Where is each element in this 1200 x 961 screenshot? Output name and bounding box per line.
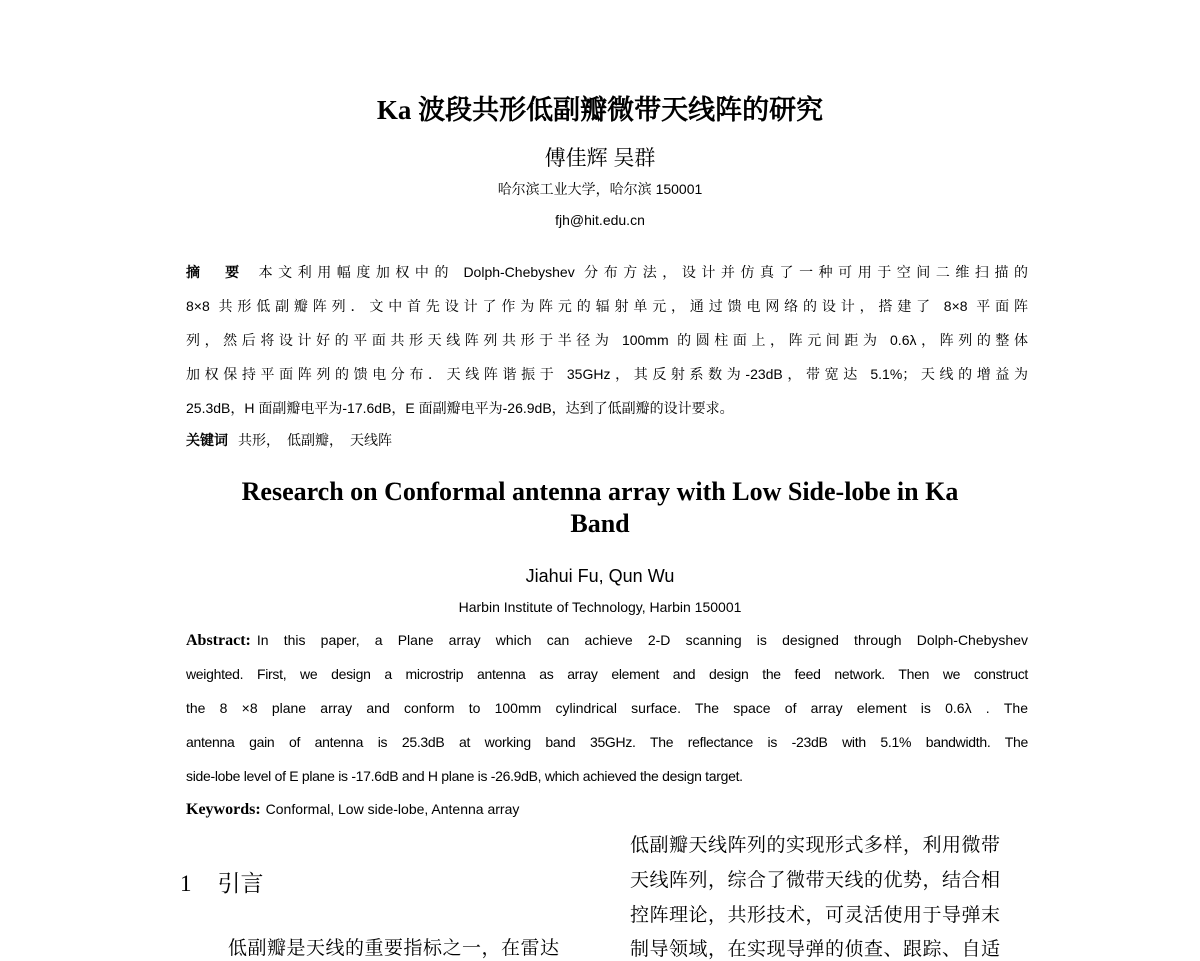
english-abstract-line: weighted. First, we design a microstrip antenna as array element and design the feed network. Then we construct [186,666,1028,682]
chinese-abstract-line [186,262,1028,282]
keywords-text: 共形， 低副瓣， 天线阵 [238,432,392,448]
chinese-affiliation: 哈尔滨工业大学，哈尔滨 150001 [497,181,703,197]
chinese-abstract-line: 列，然后将设计好的平面共形天线阵列共形于半径为 100mm 的圆柱面上，阵元间距为 0.6λ，阵列的整体 [186,332,1028,348]
right-column-line: 天线阵列，综合了微带天线的优势，结合相 [630,870,1001,891]
section-title: 引言 [217,870,264,896]
author-email: fjh@hit.edu.cn [555,212,645,228]
left-column-text: 低副瓣是天线的重要指标之一，在雷达 [228,938,560,959]
section-number: 1 [180,871,192,896]
chinese-abstract-line: 8×8 共形低副瓣阵列．文中首先设计了作为阵元的辐射单元，通过馈电网络的设计，搭建了 8×8 平面阵 [186,298,1028,314]
keywords-label-en: Keywords: [186,801,261,818]
english-abstract-line: antenna gain of antenna is 25.3dB at working band 35GHz. The reflectance is -23dB with 5.1% bandwidth. The [186,734,1028,750]
english-keywords [186,801,1028,819]
abstract-text: 本文利用幅度加权中的 Dolph-Chebyshev 分布方法，设计并仿真了一种可用于空间二维扫描的 [258,264,1029,280]
chinese-abstract-line: 加权保持平面阵列的馈电分布．天线阵谐振于 35GHz，其反射系数为-23dB，带宽达 5.1%；天线的增益为 [186,366,1028,382]
english-title-line: Band [570,509,630,538]
english-abstract-line [186,632,1028,650]
chinese-authors: 傅佳辉 吴群 [544,147,656,170]
keywords-text-en: Conformal, Low side-lobe, Antenna array [265,801,520,817]
section-heading [180,865,264,898]
english-affiliation: Harbin Institute of Technology, Harbin 150001 [458,599,742,615]
english-authors: Jiahui Fu, Qun Wu [525,566,675,586]
abstract-label: 摘 要 [186,264,245,280]
abstract-text-en: In this paper, a Plane array which can achieve 2-D scanning is designed through Dolph-Chebyshev [256,632,1028,648]
chinese-title: Ka 波段共形低副瓣微带天线阵的研究 [376,95,824,125]
right-column-line: 控阵理论，共形技术，可灵活使用于导弹末 [630,905,1001,926]
english-abstract-line: the 8 ×8 plane array and conform to 100mm cylindrical surface. The space of array element is 0.6λ . The [186,700,1028,716]
keywords-label: 关键词 [186,432,228,448]
chinese-keywords [186,430,1028,450]
chinese-abstract-line: 25.3dB，H 面副瓣电平为-17.6dB，E 面副瓣电平为-26.9dB，达到了低副瓣的设计要求。 [186,400,734,416]
english-abstract-line: side-lobe level of E plane is -17.6dB and H plane is -26.9dB, which achieved the design target. [186,768,743,784]
english-title-line: Research on Conformal antenna array with Low Side-lobe in Ka [241,477,959,506]
right-column-line: 低副瓣天线阵列的实现形式多样，利用微带 [630,835,1001,856]
abstract-label-en: Abstract: [186,632,251,649]
right-column-line: 制导领域，在实现导弹的侦查、跟踪、自适 [630,939,1001,960]
